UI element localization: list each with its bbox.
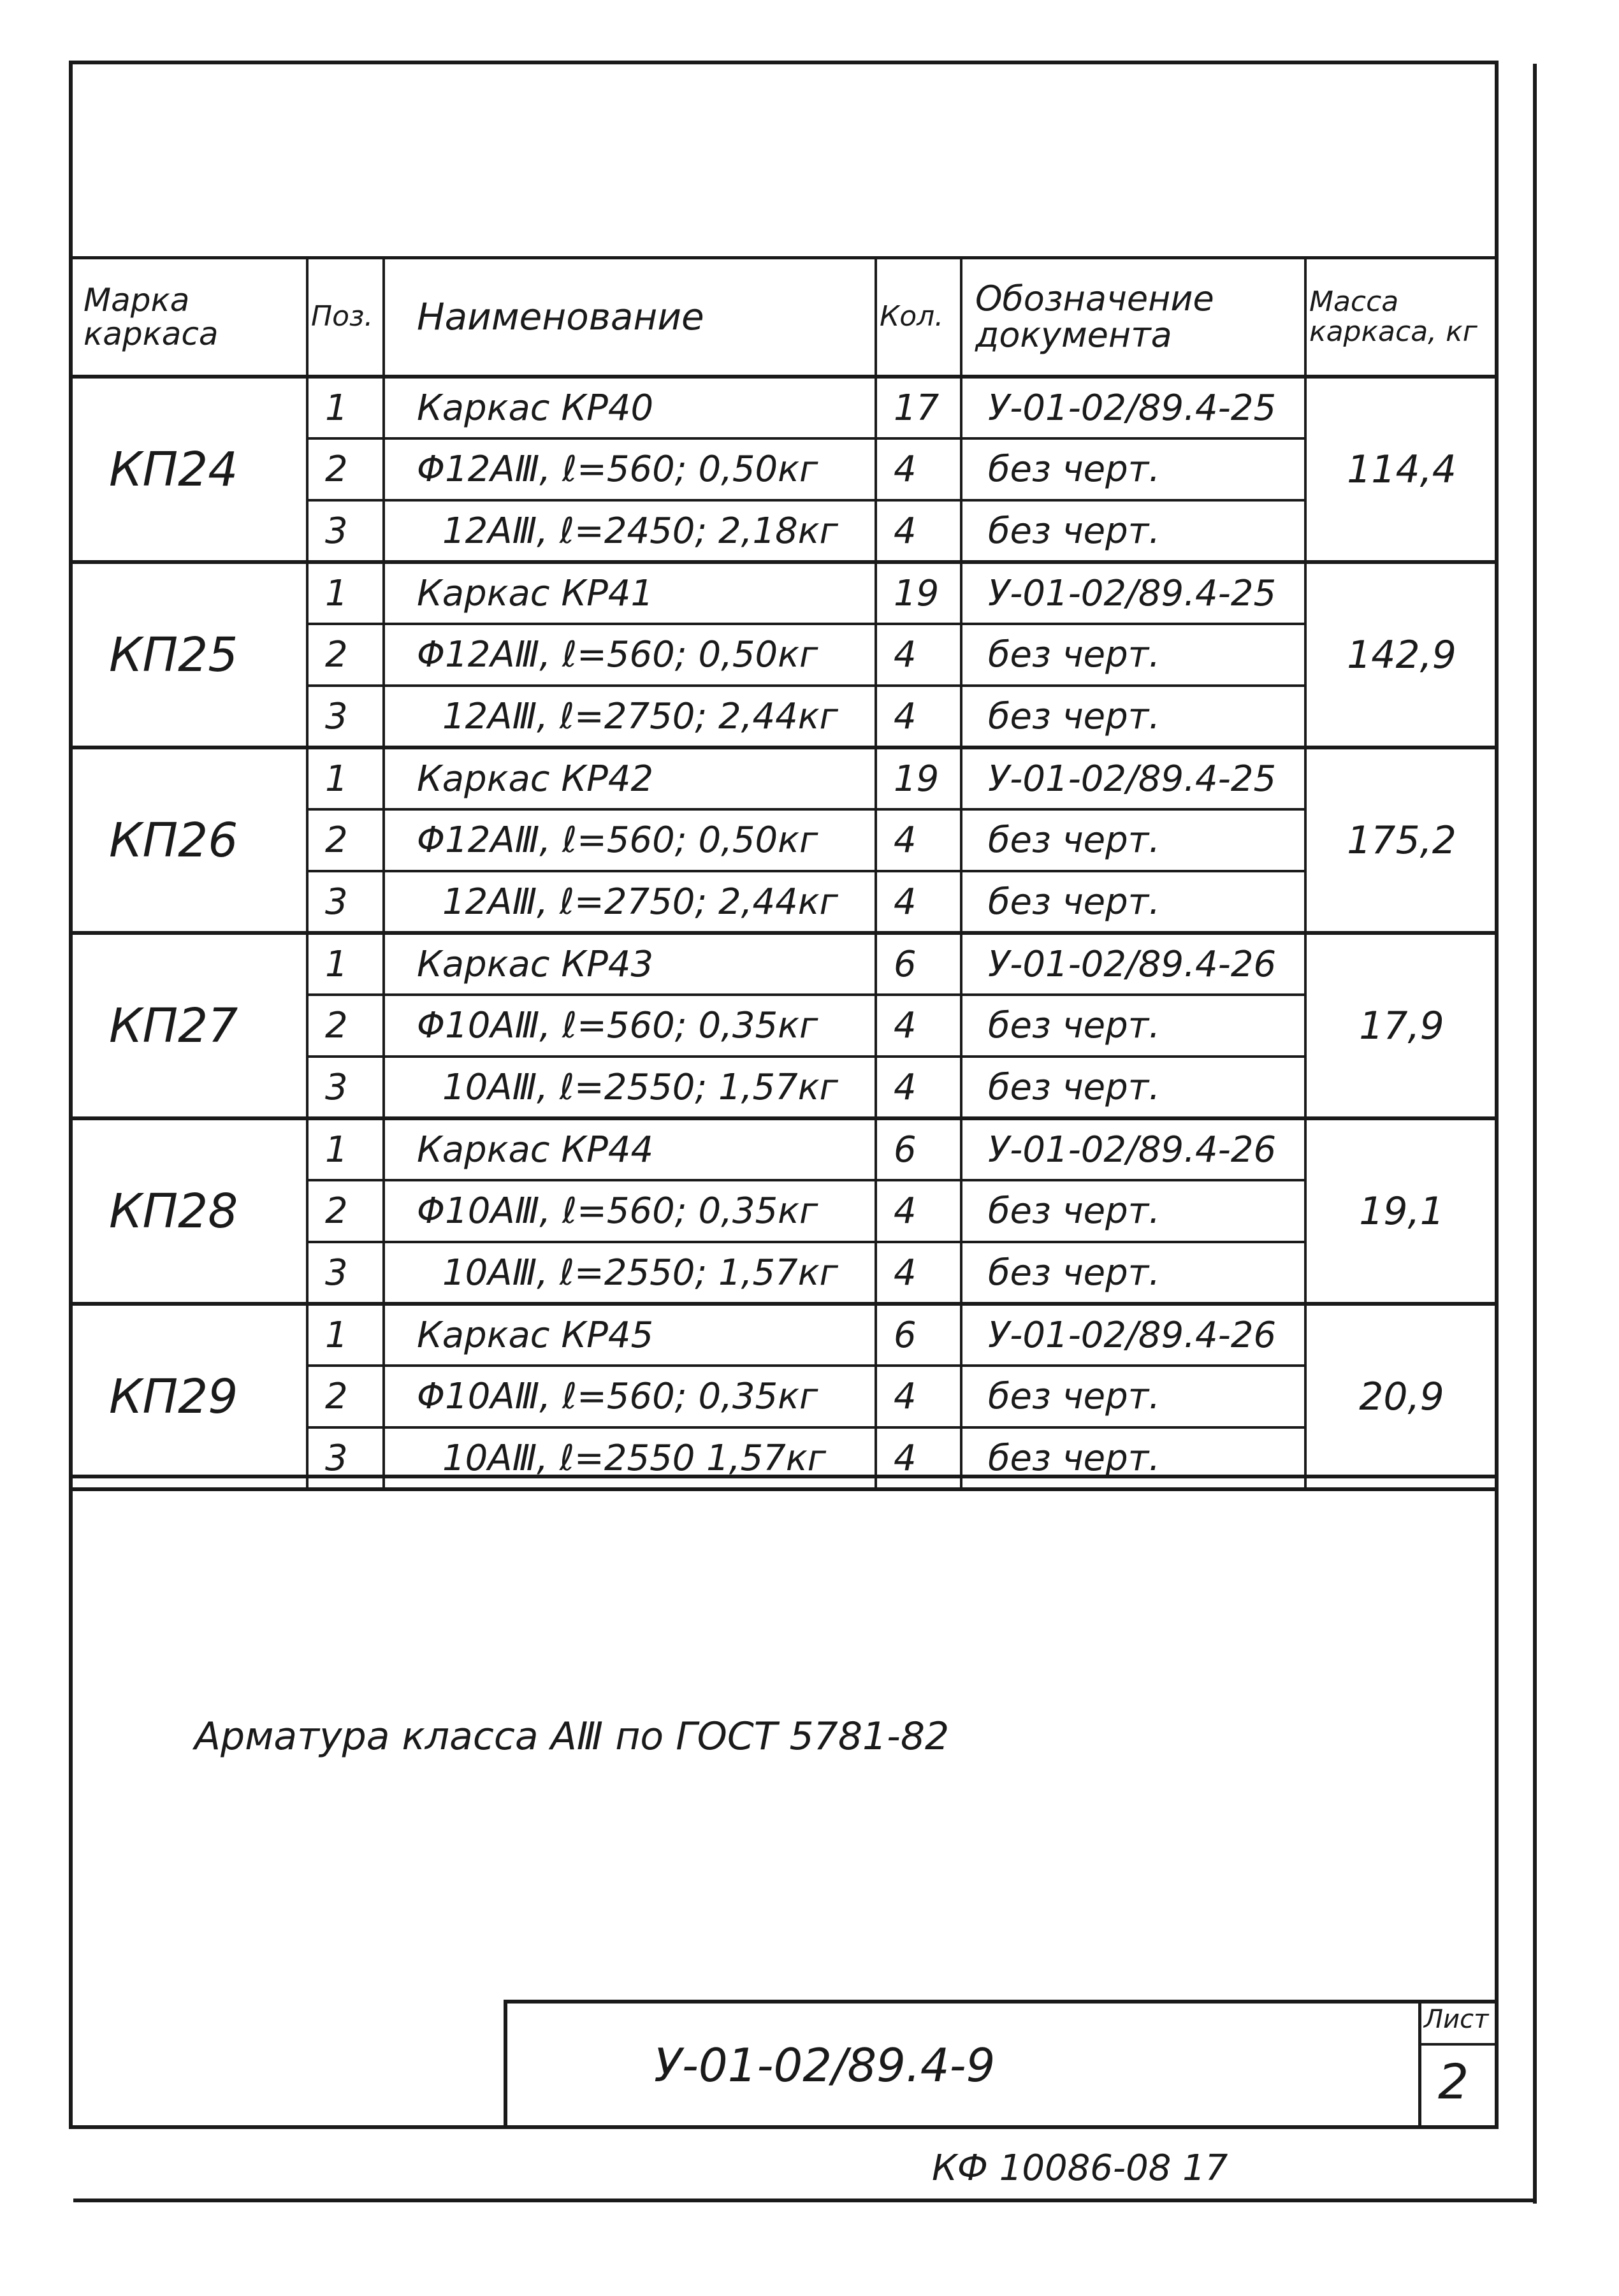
cell-mass: 142,9 <box>1305 562 1497 747</box>
cell-doc: без черт. <box>961 624 1305 686</box>
cell-pos: 1 <box>307 377 384 438</box>
cell-name: Φ10AⅢ, ℓ=560; 0,35кг <box>384 1366 876 1427</box>
cell-qty: 19 <box>876 562 961 624</box>
cell-doc: У-01-02/89.4-26 <box>961 1118 1305 1180</box>
table-header-row <box>71 259 1497 377</box>
cell-qty: 4 <box>876 1180 961 1242</box>
cell-pos: 1 <box>307 562 384 624</box>
table-row <box>71 1118 1497 1180</box>
cell-doc: без черт. <box>961 1057 1305 1118</box>
sheet-label: Лист <box>1424 2005 1489 2034</box>
cell-mass: 20,9 <box>1305 1304 1497 1489</box>
frame-edge-right <box>1533 64 1537 2204</box>
cell-brand: КП26 <box>71 747 307 933</box>
cell-name: Каркас КР45 <box>384 1304 876 1366</box>
cell-name: 12AⅢ, ℓ=2750; 2,44кг <box>384 871 876 933</box>
cell-pos: 2 <box>307 1366 384 1427</box>
document-code: У-01-02/89.4-9 <box>654 2039 996 2092</box>
cell-name: 12AⅢ, ℓ=2450; 2,18кг <box>384 500 876 562</box>
cell-pos: 2 <box>307 809 384 871</box>
cell-pos: 2 <box>307 438 384 500</box>
cell-qty: 4 <box>876 624 961 686</box>
specification-grid <box>71 259 1497 1491</box>
cell-qty: 4 <box>876 438 961 500</box>
cell-qty: 4 <box>876 995 961 1057</box>
cell-doc: без черт. <box>961 809 1305 871</box>
cell-name: Φ12AⅢ, ℓ=560; 0,50кг <box>384 438 876 500</box>
cell-pos: 2 <box>307 1180 384 1242</box>
cell-name: 10AⅢ, ℓ=2550 1,57кг <box>384 1427 876 1489</box>
cell-qty: 6 <box>876 1304 961 1366</box>
cell-pos: 3 <box>307 1242 384 1304</box>
cell-mass: 175,2 <box>1305 747 1497 933</box>
cell-brand: КП29 <box>71 1304 307 1489</box>
cell-qty: 4 <box>876 686 961 747</box>
table-row <box>71 1304 1497 1366</box>
cell-doc: без черт. <box>961 686 1305 747</box>
header-mass: Масса каркаса, кг <box>1305 259 1497 377</box>
cell-name: Φ12AⅢ, ℓ=560; 0,50кг <box>384 809 876 871</box>
cell-pos: 3 <box>307 500 384 562</box>
cell-pos: 3 <box>307 871 384 933</box>
specification-table <box>71 256 1497 1478</box>
cell-doc: У-01-02/89.4-26 <box>961 1304 1305 1366</box>
cell-mass: 114,4 <box>1305 377 1497 562</box>
archive-stamp: КФ 10086-08 17 <box>932 2148 1228 2189</box>
cell-name: Φ10AⅢ, ℓ=560; 0,35кг <box>384 1180 876 1242</box>
cell-name: Каркас КР41 <box>384 562 876 624</box>
cell-qty: 4 <box>876 1427 961 1489</box>
sheet-number: 2 <box>1438 2053 1469 2110</box>
cell-qty: 4 <box>876 1242 961 1304</box>
cell-doc: без черт. <box>961 1242 1305 1304</box>
table-row <box>71 747 1497 809</box>
cell-qty: 17 <box>876 377 961 438</box>
cell-brand: КП25 <box>71 562 307 747</box>
cell-mass: 17,9 <box>1305 933 1497 1118</box>
header-qty: Кол. <box>876 259 961 377</box>
cell-qty: 4 <box>876 1057 961 1118</box>
table-row <box>71 377 1497 438</box>
cell-pos: 1 <box>307 933 384 995</box>
cell-name: Φ10AⅢ, ℓ=560; 0,35кг <box>384 995 876 1057</box>
cell-name: 10AⅢ, ℓ=2550; 1,57кг <box>384 1057 876 1118</box>
cell-doc: У-01-02/89.4-25 <box>961 747 1305 809</box>
cell-qty: 4 <box>876 809 961 871</box>
cell-qty: 19 <box>876 747 961 809</box>
cell-doc: без черт. <box>961 500 1305 562</box>
header-brand: Марка каркаса <box>71 259 307 377</box>
cell-doc: У-01-02/89.4-26 <box>961 933 1305 995</box>
header-pos: Поз. <box>307 259 384 377</box>
title-block <box>504 2000 1499 2129</box>
header-doc: Обозначение документа <box>961 259 1305 377</box>
frame-edge-bottom <box>73 2199 1537 2202</box>
cell-pos: 1 <box>307 1118 384 1180</box>
cell-pos: 3 <box>307 1427 384 1489</box>
cell-mass: 19,1 <box>1305 1118 1497 1304</box>
cell-qty: 6 <box>876 933 961 995</box>
cell-name: Каркас КР42 <box>384 747 876 809</box>
cell-qty: 6 <box>876 1118 961 1180</box>
sheet-divider <box>1421 2043 1499 2046</box>
cell-pos: 1 <box>307 747 384 809</box>
cell-pos: 3 <box>307 686 384 747</box>
reinforcement-note: Арматура класса AⅢ по ГОСТ 5781-82 <box>194 1714 950 1759</box>
cell-name: 12AⅢ, ℓ=2750; 2,44кг <box>384 686 876 747</box>
table-row <box>71 933 1497 995</box>
cell-brand: КП27 <box>71 933 307 1118</box>
cell-pos: 1 <box>307 1304 384 1366</box>
cell-doc: без черт. <box>961 1366 1305 1427</box>
cell-pos: 2 <box>307 624 384 686</box>
cell-name: Каркас КР40 <box>384 377 876 438</box>
cell-doc: без черт. <box>961 1180 1305 1242</box>
cell-name: Каркас КР44 <box>384 1118 876 1180</box>
cell-doc: без черт. <box>961 438 1305 500</box>
cell-qty: 4 <box>876 1366 961 1427</box>
cell-name: 10AⅢ, ℓ=2550; 1,57кг <box>384 1242 876 1304</box>
sheet-box <box>1418 2004 1499 2129</box>
cell-pos: 2 <box>307 995 384 1057</box>
cell-doc: без черт. <box>961 995 1305 1057</box>
cell-doc: без черт. <box>961 1427 1305 1489</box>
header-name: Наименование <box>384 259 876 377</box>
cell-brand: КП28 <box>71 1118 307 1304</box>
cell-name: Φ12AⅢ, ℓ=560; 0,50кг <box>384 624 876 686</box>
cell-pos: 3 <box>307 1057 384 1118</box>
cell-doc: У-01-02/89.4-25 <box>961 562 1305 624</box>
table-row <box>71 562 1497 624</box>
cell-qty: 4 <box>876 500 961 562</box>
cell-doc: без черт. <box>961 871 1305 933</box>
cell-doc: У-01-02/89.4-25 <box>961 377 1305 438</box>
cell-name: Каркас КР43 <box>384 933 876 995</box>
cell-qty: 4 <box>876 871 961 933</box>
cell-brand: КП24 <box>71 377 307 562</box>
